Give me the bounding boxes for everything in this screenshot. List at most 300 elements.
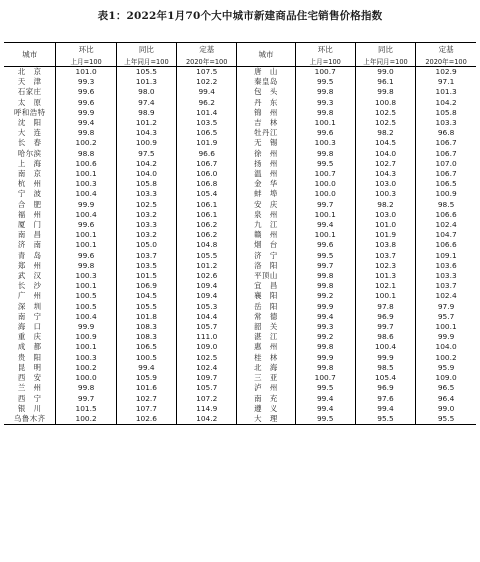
fixed-cell: 104.4 — [177, 312, 237, 322]
city-cell: 包 头 — [237, 87, 295, 97]
fixed-cell: 106.5 — [416, 179, 476, 189]
yoy-cell: 104.3 — [355, 169, 415, 179]
yoy-cell: 101.3 — [355, 271, 415, 281]
fixed-cell: 99.0 — [416, 404, 476, 414]
city-cell: 郑 州 — [17, 260, 42, 270]
city-cell: 襄 阳 — [237, 291, 295, 301]
yoy-cell: 100.9 — [116, 138, 176, 148]
yoy-cell: 105.5 — [116, 67, 176, 78]
fixed-cell: 106.2 — [177, 220, 237, 230]
price-index-table — [4, 42, 476, 425]
yoy-cell: 100.4 — [355, 342, 415, 352]
table-row — [4, 281, 476, 291]
city-cell: 岳 阳 — [237, 302, 295, 312]
mom-cell: 99.9 — [295, 302, 355, 312]
fixed-cell: 106.7 — [416, 169, 476, 179]
mom-cell: 100.3 — [56, 179, 116, 189]
city-cell: 九 江 — [237, 220, 295, 230]
fixed-cell: 103.6 — [416, 261, 476, 271]
mom-cell: 99.3 — [56, 77, 116, 87]
city-cell: 贵 阳 — [17, 352, 42, 362]
mom-cell: 99.3 — [295, 322, 355, 332]
yoy-cell: 98.0 — [116, 87, 176, 97]
city-cell: 长 春 — [17, 138, 42, 148]
fixed-cell: 106.7 — [416, 138, 476, 148]
city-cell: 济 南 — [17, 240, 42, 250]
mom-cell: 100.3 — [295, 138, 355, 148]
yoy-cell: 105.9 — [116, 373, 176, 383]
table-row — [4, 118, 476, 128]
city-cell: 厦 门 — [17, 220, 42, 230]
yoy-cell: 101.8 — [116, 312, 176, 322]
mom-cell: 100.7 — [295, 169, 355, 179]
table-row — [4, 302, 476, 312]
fixed-cell: 97.1 — [416, 77, 476, 87]
yoy-cell: 106.5 — [116, 342, 176, 352]
yoy-cell: 102.7 — [355, 159, 415, 169]
city-cell: 长 沙 — [17, 281, 42, 291]
mom-cell: 99.8 — [295, 281, 355, 291]
fixed-cell: 109.0 — [416, 373, 476, 383]
city-cell: 湛 江 — [237, 332, 295, 342]
yoy-cell: 99.8 — [355, 87, 415, 97]
city-cell: 宜 昌 — [237, 281, 295, 291]
table-row — [4, 373, 476, 383]
col-header-mom: 环比 — [295, 43, 355, 57]
mom-cell: 99.6 — [56, 98, 116, 108]
fixed-cell: 104.8 — [177, 240, 237, 250]
col-subheader-mom: 上月=100 — [295, 56, 355, 67]
yoy-cell: 101.6 — [116, 383, 176, 393]
mom-cell: 99.5 — [295, 77, 355, 87]
fixed-cell: 106.8 — [177, 179, 237, 189]
mom-cell: 100.9 — [56, 332, 116, 342]
city-cell: 银 川 — [17, 403, 42, 413]
fixed-cell: 105.4 — [177, 189, 237, 199]
yoy-cell: 105.8 — [116, 179, 176, 189]
yoy-cell: 100.5 — [116, 353, 176, 363]
yoy-cell: 104.0 — [116, 169, 176, 179]
city-cell: 牡丹江 — [237, 128, 295, 138]
mom-cell: 100.3 — [56, 271, 116, 281]
yoy-cell: 108.3 — [116, 332, 176, 342]
yoy-cell: 95.5 — [355, 414, 415, 425]
mom-cell: 101.5 — [56, 404, 116, 414]
mom-cell: 100.4 — [56, 210, 116, 220]
fixed-cell: 101.9 — [177, 138, 237, 148]
city-cell: 济 宁 — [237, 251, 295, 261]
table-row — [4, 240, 476, 250]
mom-cell: 99.4 — [295, 404, 355, 414]
city-cell: 烟 台 — [237, 240, 295, 250]
mom-cell: 99.5 — [295, 251, 355, 261]
fixed-cell: 96.4 — [416, 394, 476, 404]
yoy-cell: 99.0 — [355, 67, 415, 78]
mom-cell: 99.6 — [56, 220, 116, 230]
mom-cell: 99.5 — [295, 383, 355, 393]
city-cell: 大 连 — [17, 128, 42, 138]
mom-cell: 100.2 — [56, 414, 116, 425]
mom-cell: 99.8 — [295, 87, 355, 97]
city-cell: 天 津 — [17, 77, 42, 87]
yoy-cell: 104.3 — [116, 128, 176, 138]
yoy-cell: 96.1 — [355, 77, 415, 87]
fixed-cell: 99.4 — [177, 87, 237, 97]
table-title: 表1：2022年1月70个大中城市新建商品住宅销售价格指数 — [97, 10, 383, 22]
city-cell: 青 岛 — [17, 250, 42, 260]
mom-cell: 99.7 — [295, 200, 355, 210]
table-row — [4, 77, 476, 87]
mom-cell: 99.9 — [56, 200, 116, 210]
table-row — [4, 220, 476, 230]
yoy-cell: 103.2 — [116, 230, 176, 240]
yoy-cell: 101.2 — [116, 118, 176, 128]
mom-cell: 99.7 — [295, 261, 355, 271]
city-cell: 合 肥 — [17, 199, 42, 209]
col-header-yoy: 同比 — [116, 43, 176, 57]
mom-cell: 100.2 — [56, 363, 116, 373]
fixed-cell: 111.0 — [177, 332, 237, 342]
yoy-cell: 98.5 — [355, 363, 415, 373]
city-cell: 三 亚 — [237, 373, 295, 383]
city-cell: 温 州 — [237, 169, 295, 179]
yoy-cell: 97.6 — [355, 394, 415, 404]
yoy-cell: 99.4 — [116, 363, 176, 373]
city-cell: 宁 波 — [17, 189, 42, 199]
mom-cell: 99.8 — [56, 383, 116, 393]
mom-cell: 100.4 — [56, 189, 116, 199]
yoy-cell: 101.3 — [116, 77, 176, 87]
city-cell: 徐 州 — [237, 149, 295, 159]
table-row — [4, 128, 476, 138]
table-row — [4, 138, 476, 148]
mom-cell: 99.6 — [56, 87, 116, 97]
city-cell: 福 州 — [17, 209, 42, 219]
yoy-cell: 98.6 — [355, 332, 415, 342]
col-header-city: 城市 — [237, 43, 295, 67]
city-cell: 呼和浩特 — [13, 107, 46, 117]
city-cell: 北 京 — [17, 67, 42, 76]
city-cell: 秦皇岛 — [237, 77, 295, 87]
yoy-cell: 102.7 — [116, 394, 176, 404]
table-row — [4, 271, 476, 281]
city-cell: 广 州 — [17, 291, 42, 301]
mom-cell: 99.3 — [295, 98, 355, 108]
city-cell: 乌鲁木齐 — [4, 414, 56, 425]
city-cell: 桂 林 — [237, 353, 295, 363]
mom-cell: 100.1 — [56, 230, 116, 240]
city-cell: 常 德 — [237, 312, 295, 322]
yoy-cell: 102.1 — [355, 281, 415, 291]
mom-cell: 100.7 — [295, 67, 355, 78]
mom-cell: 98.8 — [56, 149, 116, 159]
city-cell: 锦 州 — [237, 108, 295, 118]
table-row — [4, 332, 476, 342]
city-cell: 吉 林 — [237, 118, 295, 128]
mom-cell: 99.2 — [295, 332, 355, 342]
col-header-fixed: 定基 — [416, 43, 476, 57]
table-row — [4, 353, 476, 363]
city-cell: 惠 州 — [237, 342, 295, 352]
col-header-fixed: 定基 — [177, 43, 237, 57]
mom-cell: 100.1 — [295, 210, 355, 220]
fixed-cell: 107.5 — [177, 67, 237, 78]
fixed-cell: 107.2 — [177, 394, 237, 404]
fixed-cell: 106.7 — [416, 149, 476, 159]
table-row — [4, 179, 476, 189]
table-row — [4, 414, 476, 425]
fixed-cell: 114.9 — [177, 404, 237, 414]
fixed-cell: 103.3 — [416, 118, 476, 128]
city-cell: 石家庄 — [17, 87, 42, 97]
mom-cell: 99.5 — [295, 159, 355, 169]
fixed-cell: 101.2 — [177, 261, 237, 271]
fixed-cell: 105.3 — [177, 302, 237, 312]
mom-cell: 99.4 — [295, 312, 355, 322]
fixed-cell: 103.3 — [416, 271, 476, 281]
table-row — [4, 342, 476, 352]
yoy-cell: 98.2 — [355, 200, 415, 210]
city-cell: 沈 阳 — [17, 118, 42, 128]
fixed-cell: 102.4 — [177, 363, 237, 373]
mom-cell: 99.5 — [295, 414, 355, 425]
mom-cell: 99.2 — [295, 291, 355, 301]
city-cell: 海 口 — [17, 322, 42, 332]
fixed-cell: 96.6 — [177, 149, 237, 159]
table-row — [4, 291, 476, 301]
yoy-cell: 102.3 — [355, 261, 415, 271]
city-cell: 武 汉 — [17, 271, 42, 281]
table-row — [4, 404, 476, 414]
city-cell: 泉 州 — [237, 210, 295, 220]
mom-cell: 100.4 — [56, 312, 116, 322]
city-cell: 兰 州 — [17, 383, 42, 393]
fixed-cell: 102.4 — [416, 220, 476, 230]
mom-cell: 100.0 — [56, 373, 116, 383]
mom-cell: 99.8 — [295, 108, 355, 118]
col-subheader-yoy: 上年同月=100 — [355, 56, 415, 67]
fixed-cell: 101.3 — [416, 87, 476, 97]
city-cell: 韶 关 — [237, 322, 295, 332]
yoy-cell: 101.0 — [355, 220, 415, 230]
mom-cell: 99.8 — [295, 271, 355, 281]
fixed-cell: 103.5 — [177, 118, 237, 128]
mom-cell: 99.4 — [295, 220, 355, 230]
fixed-cell: 106.7 — [177, 159, 237, 169]
mom-cell: 100.1 — [56, 342, 116, 352]
table-row — [4, 261, 476, 271]
fixed-cell: 95.9 — [416, 363, 476, 373]
yoy-cell: 103.2 — [116, 210, 176, 220]
yoy-cell: 104.2 — [116, 159, 176, 169]
fixed-cell: 109.4 — [177, 291, 237, 301]
mom-cell: 100.1 — [56, 240, 116, 250]
yoy-cell: 104.0 — [355, 149, 415, 159]
mom-cell: 100.1 — [295, 118, 355, 128]
mom-cell: 99.9 — [295, 353, 355, 363]
col-header-mom: 环比 — [56, 43, 116, 57]
fixed-cell: 100.2 — [416, 353, 476, 363]
table-row — [4, 149, 476, 159]
table-row — [4, 383, 476, 393]
mom-cell: 99.6 — [295, 240, 355, 250]
fixed-cell: 106.6 — [416, 240, 476, 250]
mom-cell: 99.9 — [56, 108, 116, 118]
yoy-cell: 99.7 — [355, 322, 415, 332]
fixed-cell: 105.8 — [416, 108, 476, 118]
city-cell: 南 宁 — [17, 311, 42, 321]
yoy-cell: 98.2 — [355, 128, 415, 138]
fixed-cell: 109.4 — [177, 281, 237, 291]
mom-cell: 100.6 — [56, 159, 116, 169]
fixed-cell: 102.2 — [177, 77, 237, 87]
mom-cell: 100.7 — [295, 373, 355, 383]
fixed-cell: 102.9 — [416, 67, 476, 78]
mom-cell: 100.1 — [56, 169, 116, 179]
yoy-cell: 97.4 — [116, 98, 176, 108]
city-cell: 遵 义 — [237, 404, 295, 414]
yoy-cell: 101.9 — [355, 230, 415, 240]
table-row — [4, 251, 476, 261]
yoy-cell: 102.5 — [355, 108, 415, 118]
mom-cell: 99.6 — [56, 251, 116, 261]
city-cell: 扬 州 — [237, 159, 295, 169]
city-cell: 泸 州 — [237, 383, 295, 393]
yoy-cell: 101.5 — [116, 271, 176, 281]
yoy-cell: 103.7 — [116, 251, 176, 261]
fixed-cell: 99.9 — [416, 332, 476, 342]
fixed-cell: 104.2 — [416, 98, 476, 108]
yoy-cell: 106.9 — [116, 281, 176, 291]
mom-cell: 99.4 — [56, 118, 116, 128]
table-row — [4, 67, 476, 78]
city-cell: 安 庆 — [237, 200, 295, 210]
table-row — [4, 108, 476, 118]
col-header-city: 城市 — [4, 43, 56, 67]
city-cell: 西 安 — [17, 373, 42, 383]
city-cell: 唐 山 — [237, 67, 295, 78]
yoy-cell: 102.5 — [116, 200, 176, 210]
col-subheader-fixed: 2020年=100 — [177, 56, 237, 67]
fixed-cell: 109.1 — [416, 251, 476, 261]
yoy-cell: 103.5 — [116, 261, 176, 271]
mom-cell: 100.1 — [56, 281, 116, 291]
yoy-cell: 97.5 — [116, 149, 176, 159]
city-cell: 重 庆 — [17, 332, 42, 342]
yoy-cell: 96.9 — [355, 383, 415, 393]
fixed-cell: 96.8 — [416, 128, 476, 138]
table-row — [4, 363, 476, 373]
yoy-cell: 100.3 — [355, 189, 415, 199]
fixed-cell: 106.6 — [416, 210, 476, 220]
yoy-cell: 108.3 — [116, 322, 176, 332]
city-cell: 无 锡 — [237, 138, 295, 148]
yoy-cell: 97.8 — [355, 302, 415, 312]
city-cell: 金 华 — [237, 179, 295, 189]
table-row — [4, 98, 476, 108]
fixed-cell: 100.9 — [416, 189, 476, 199]
city-cell: 成 都 — [17, 342, 42, 352]
table-row — [4, 322, 476, 332]
yoy-cell: 103.8 — [355, 240, 415, 250]
fixed-cell: 106.1 — [177, 200, 237, 210]
col-subheader-mom: 上月=100 — [56, 56, 116, 67]
mom-cell: 99.9 — [56, 322, 116, 332]
city-cell: 蚌 埠 — [237, 189, 295, 199]
fixed-cell: 98.5 — [416, 200, 476, 210]
yoy-cell: 103.0 — [355, 179, 415, 189]
fixed-cell: 104.0 — [416, 342, 476, 352]
fixed-cell: 106.0 — [177, 169, 237, 179]
table-row — [4, 87, 476, 97]
fixed-cell: 105.7 — [177, 383, 237, 393]
city-cell: 丹 东 — [237, 98, 295, 108]
fixed-cell: 102.6 — [177, 271, 237, 281]
city-cell: 上 海 — [17, 158, 42, 168]
mom-cell: 99.8 — [56, 128, 116, 138]
fixed-cell: 104.2 — [177, 414, 237, 425]
yoy-cell: 100.8 — [355, 98, 415, 108]
fixed-cell: 106.5 — [177, 128, 237, 138]
table-row — [4, 189, 476, 199]
fixed-cell: 102.5 — [177, 353, 237, 363]
table-row — [4, 394, 476, 404]
col-subheader-fixed: 2020年=100 — [416, 56, 476, 67]
fixed-cell: 104.7 — [416, 230, 476, 240]
mom-cell: 99.4 — [295, 394, 355, 404]
mom-cell: 100.0 — [295, 189, 355, 199]
yoy-cell: 105.0 — [116, 240, 176, 250]
yoy-cell: 105.4 — [355, 373, 415, 383]
city-cell: 南 昌 — [17, 230, 42, 240]
table-body — [4, 67, 476, 425]
city-cell: 哈尔滨 — [17, 148, 42, 158]
mom-cell: 99.7 — [56, 394, 116, 404]
table-row — [4, 200, 476, 210]
yoy-cell: 105.5 — [116, 302, 176, 312]
city-cell: 南 京 — [17, 169, 42, 179]
mom-cell: 100.3 — [56, 353, 116, 363]
yoy-cell: 107.7 — [116, 404, 176, 414]
yoy-cell: 99.4 — [355, 404, 415, 414]
mom-cell: 100.2 — [56, 138, 116, 148]
mom-cell: 101.0 — [56, 67, 116, 78]
table-row — [4, 312, 476, 322]
city-cell: 昆 明 — [17, 362, 42, 372]
yoy-cell: 104.5 — [355, 138, 415, 148]
yoy-cell: 103.3 — [116, 220, 176, 230]
yoy-cell: 99.9 — [355, 353, 415, 363]
mom-cell: 99.8 — [295, 342, 355, 352]
fixed-cell: 95.5 — [416, 414, 476, 425]
yoy-cell: 98.9 — [116, 108, 176, 118]
fixed-cell: 106.2 — [177, 230, 237, 240]
city-cell: 大 理 — [237, 414, 295, 425]
fixed-cell: 95.7 — [416, 312, 476, 322]
mom-cell: 99.6 — [295, 128, 355, 138]
fixed-cell: 101.4 — [177, 108, 237, 118]
city-cell: 北 海 — [237, 363, 295, 373]
yoy-cell: 102.5 — [355, 118, 415, 128]
fixed-cell: 96.2 — [177, 98, 237, 108]
yoy-cell: 103.3 — [116, 189, 176, 199]
city-cell: 西 宁 — [17, 393, 42, 403]
mom-cell: 100.0 — [295, 179, 355, 189]
table-row — [4, 230, 476, 240]
city-cell: 洛 阳 — [237, 261, 295, 271]
yoy-cell: 100.1 — [355, 291, 415, 301]
mom-cell: 99.8 — [295, 363, 355, 373]
